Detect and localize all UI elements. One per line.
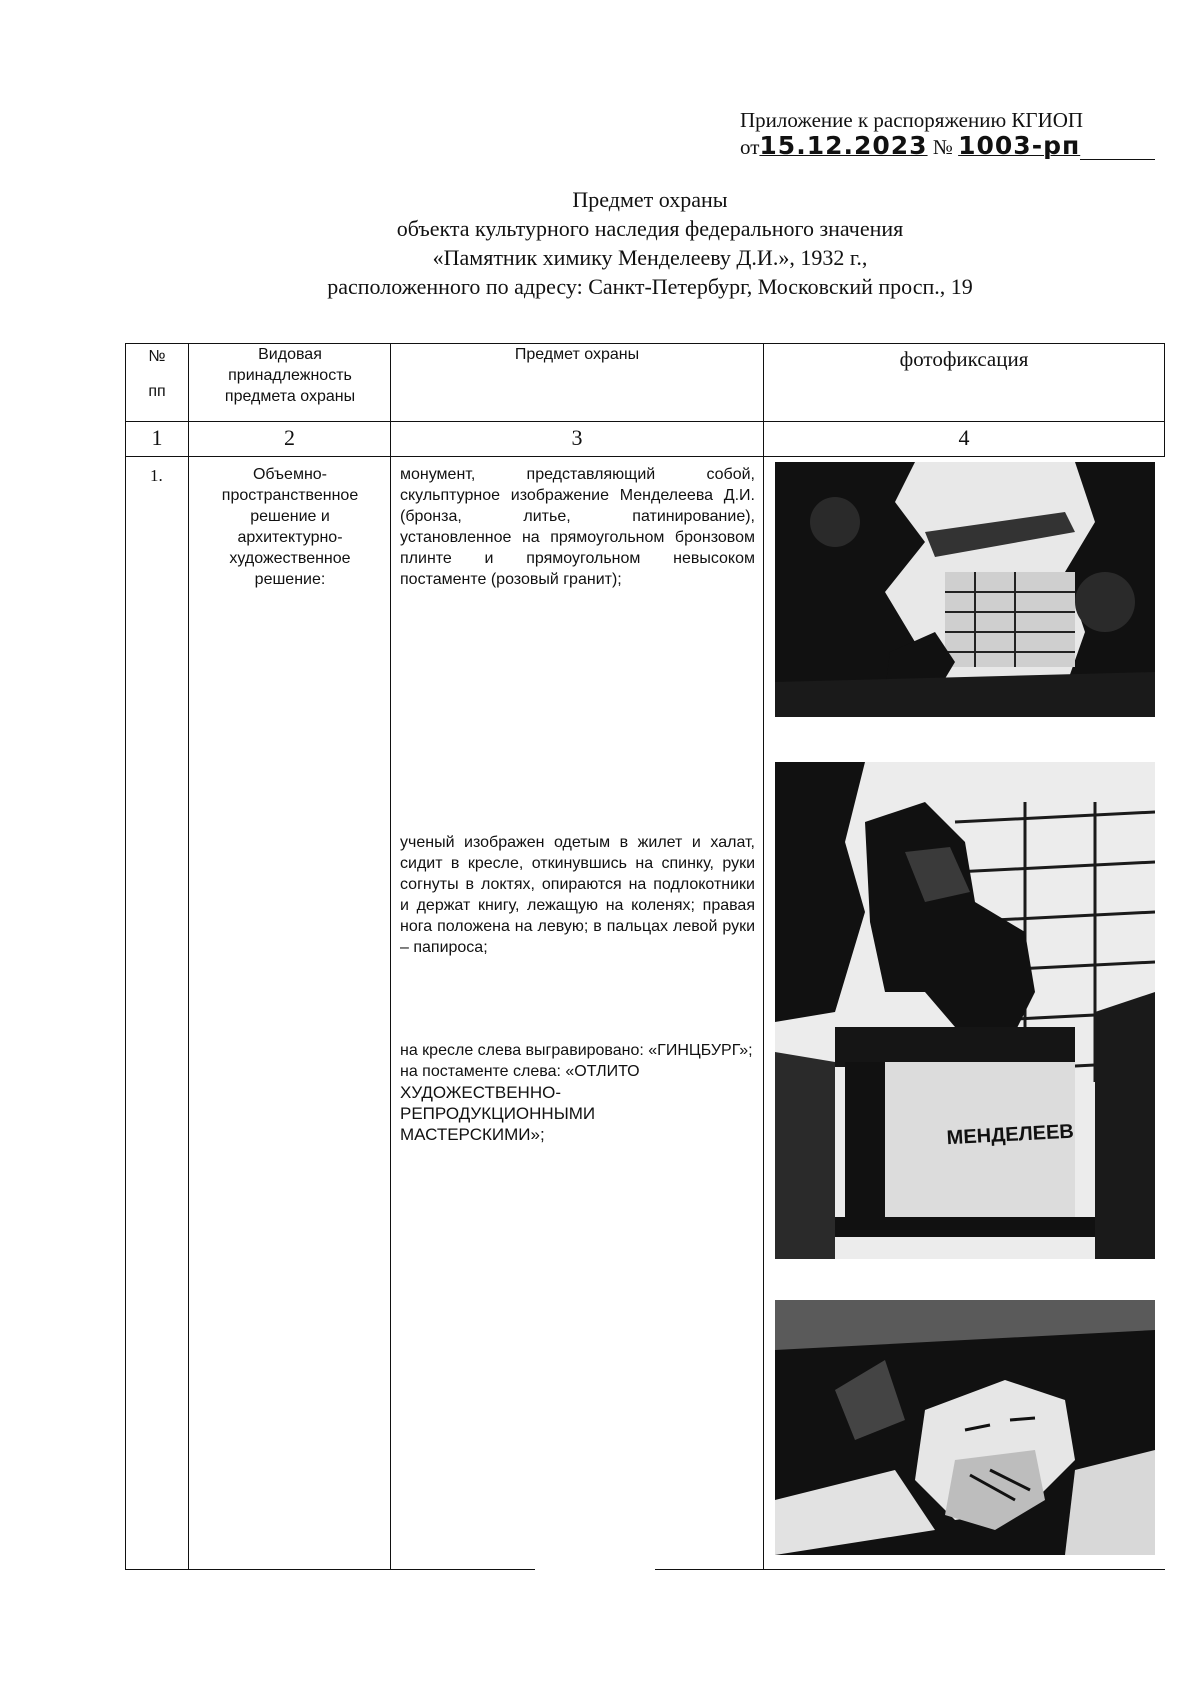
col-number-3: 3 (571, 425, 583, 450)
title-line-2: объекта культурного наследия федерального значения (396, 216, 904, 241)
col-number-4: 4 (958, 425, 970, 450)
inscription-pedestal-line2: ХУДОЖЕСТВЕННО- (400, 1083, 561, 1102)
row-index: 1. (150, 466, 163, 485)
photo-statue-side-view-image (775, 762, 1155, 1259)
photo-monument-general-view (775, 462, 1155, 717)
inscription-chair-text: на кресле слева выгравировано: «ГИНЦБУРГ»; (400, 1042, 753, 1059)
col-divider-3 (763, 343, 764, 1569)
subject-figure-text: ученый изображен одетым в жилет и халат, сидит в кресле, откинувшись на спинку, руки согнуты в локтях, опираются на подлокотники и держат книгу, лежащую на коленях; правая нога положена на левую; в пальцах левой руки – папироса; (400, 834, 755, 956)
annex-no-label: № (932, 135, 953, 159)
header-category: Видовая принадлежность предмета охраны (224, 346, 356, 405)
title-line-3: «Памятник химику Менделееву Д.И.», 1932 г., (432, 245, 868, 270)
annex-date: 15.12.2023 (759, 131, 928, 160)
photo-monument-general-view-image (775, 462, 1155, 717)
col-divider-2 (390, 343, 391, 1569)
header-index (126, 346, 188, 402)
col-number-2: 2 (284, 425, 295, 450)
title-line-1: Предмет охраны (572, 187, 728, 212)
inscription-pedestal-text: на постаменте слева: «ОТЛИТО (400, 1063, 640, 1080)
table-right-border (1164, 343, 1165, 456)
row-subject-monument (400, 464, 755, 590)
col-number-1: 1 (151, 425, 163, 450)
header-index-symbol: № (148, 348, 166, 365)
table-number-row-border (125, 456, 1165, 457)
annex-title: Приложение к распоряжению КГИОП (740, 108, 1084, 132)
row-category: Объемно-пространственное решение и архитектурно-художественное решение: (221, 466, 359, 588)
table-bottom-border-left (125, 1569, 535, 1570)
subject-monument-text: монумент, представляющий собой, скульптурное изображение Менделеева Д.И. (бронза, литье, патинирование), установленное на прямоугольном бронзовом плинте и прямоугольном невысоком постаменте (розовый гранит); (400, 466, 755, 588)
row-subject-figure (400, 832, 755, 958)
annex-prefix: от (740, 135, 760, 159)
inscription-pedestal-line3: РЕПРОДУКЦИОННЫМИ (400, 1104, 596, 1123)
table-header-border (125, 421, 1165, 422)
title-line-4: расположенного по адресу: Санкт-Петербург, Московский просп., 19 (327, 274, 973, 299)
annex-number: 1003-рп (958, 131, 1081, 160)
row-subject-inscriptions (400, 1040, 755, 1145)
col-divider-1 (188, 343, 189, 1569)
photo-statue-head-closeup (775, 1300, 1155, 1555)
header-subject: Предмет охраны (514, 346, 640, 363)
inscription-pedestal-line4: МАСТЕРСКИМИ»; (400, 1125, 545, 1144)
header-index-pp: пп (148, 383, 166, 400)
plinth-inscription: МЕНДЕЛЕЕВ (946, 1120, 1075, 1150)
header-photo: фотофиксация (899, 347, 1029, 371)
photo-statue-side-view (775, 762, 1155, 1259)
photo-statue-head-closeup-image (775, 1300, 1155, 1555)
table-bottom-border-right (655, 1569, 1165, 1570)
table-left-border (125, 343, 126, 1569)
